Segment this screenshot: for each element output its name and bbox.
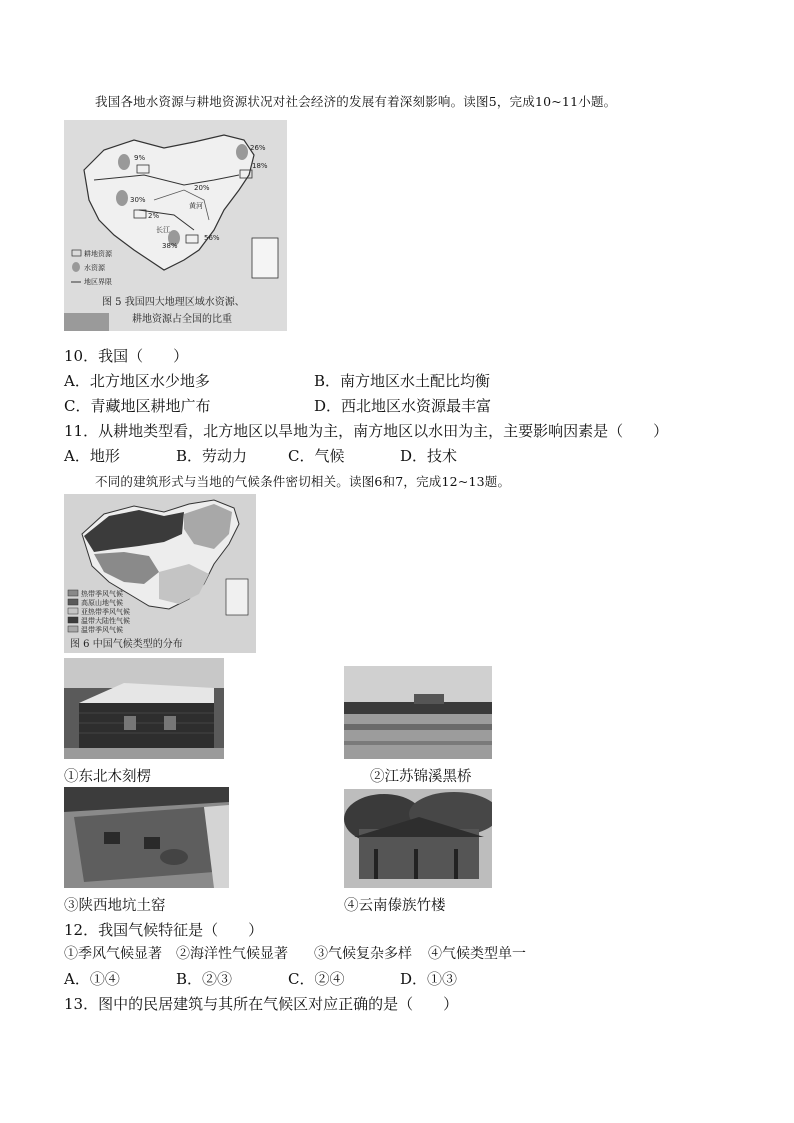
photo-2-bridge <box>344 666 492 759</box>
fig5-label: 56% <box>204 234 220 242</box>
intro-text-2: 不同的建筑形式与当地的气候条件密切相关。读图6和7，完成12~13题。 <box>95 474 511 489</box>
question-12-option-b: B．②③ <box>176 970 233 988</box>
intro-text-1: 我国各地水资源与耕地资源状况对社会经济的发展有着深刻影响。读图5，完成10~11小题。 <box>95 94 617 109</box>
photo-3-caption: ③陕西地坑土窑 <box>64 898 166 914</box>
question-11-option-b: B．劳动力 <box>176 447 248 465</box>
fig5-caption: 耕地资源占全国的比重 <box>132 314 232 325</box>
fig5-label: 长江 <box>156 226 170 234</box>
question-10-option-d: D．西北地区水资源最丰富 <box>314 397 492 415</box>
figure-6-climate-map <box>64 494 256 653</box>
photo-1-caption: ①东北木刻楞 <box>64 769 151 785</box>
question-12-statement-3: ③气候复杂多样 <box>314 946 412 962</box>
photo-4-caption: ④云南傣族竹楼 <box>344 898 446 914</box>
svg-text:地区界限: 地区界限 <box>84 278 112 286</box>
question-12-option-d: D．①③ <box>400 970 458 988</box>
fig5-label: 30% <box>130 196 146 204</box>
fig5-label: 9% <box>134 154 146 162</box>
question-12-statement-4: ④气候类型单一 <box>428 946 526 962</box>
fig5-label: 黄河 <box>189 202 203 210</box>
question-12-option-c: C．②④ <box>288 970 345 988</box>
svg-text:高原山地气候: 高原山地气候 <box>81 599 123 607</box>
fig5-label: 2% <box>148 212 160 220</box>
svg-text:热带季风气候: 热带季风气候 <box>81 590 123 598</box>
photo-2-caption: ②江苏锦溪黑桥 <box>370 769 472 785</box>
photo-3-cave-dwelling <box>64 787 229 888</box>
question-12-option-a: A．①④ <box>64 970 120 988</box>
question-11-stem: 11．从耕地类型看，北方地区以旱地为主，南方地区以水田为主，主要影响因素是（ ） <box>64 422 669 440</box>
question-11-option-a: A．地形 <box>64 447 120 465</box>
fig5-label: 38% <box>162 242 178 250</box>
svg-text:亚热带季风气候: 亚热带季风气候 <box>81 608 130 616</box>
figure-5-map <box>64 120 287 331</box>
question-12-statement-2: ②海洋性气候显著 <box>176 946 288 962</box>
question-10-option-c: C．青藏地区耕地广布 <box>64 397 211 415</box>
question-10-option-a: A．北方地区水少地多 <box>64 372 210 390</box>
photo-4-bamboo-house <box>344 789 492 888</box>
svg-text:温带季风气候: 温带季风气候 <box>81 626 123 634</box>
fig5-label: 26% <box>250 144 266 152</box>
question-12-statement-1: ①季风气候显著 <box>64 946 162 962</box>
fig5-label: 18% <box>252 162 268 170</box>
svg-text:耕地资源: 耕地资源 <box>84 250 112 258</box>
fig5-label: 20% <box>194 184 210 192</box>
question-12-stem: 12．我国气候特征是（ ） <box>64 921 264 939</box>
question-11-option-c: C．气候 <box>288 447 345 465</box>
fig5-caption: 图 5 我国四大地理区域水资源、 <box>102 297 245 308</box>
fig6-caption: 图 6 中国气候类型的分布 <box>70 639 183 650</box>
question-10-option-b: B．南方地区水土配比均衡 <box>314 372 491 390</box>
photo-1-wooden-house <box>64 658 224 759</box>
svg-text:水资源: 水资源 <box>84 264 105 272</box>
question-10-stem: 10．我国（ ） <box>64 347 189 365</box>
question-11-option-d: D．技术 <box>400 447 458 465</box>
svg-text:温带大陆性气候: 温带大陆性气候 <box>81 617 130 625</box>
question-13-stem: 13．图中的民居建筑与其所在气候区对应正确的是（ ） <box>64 995 459 1013</box>
